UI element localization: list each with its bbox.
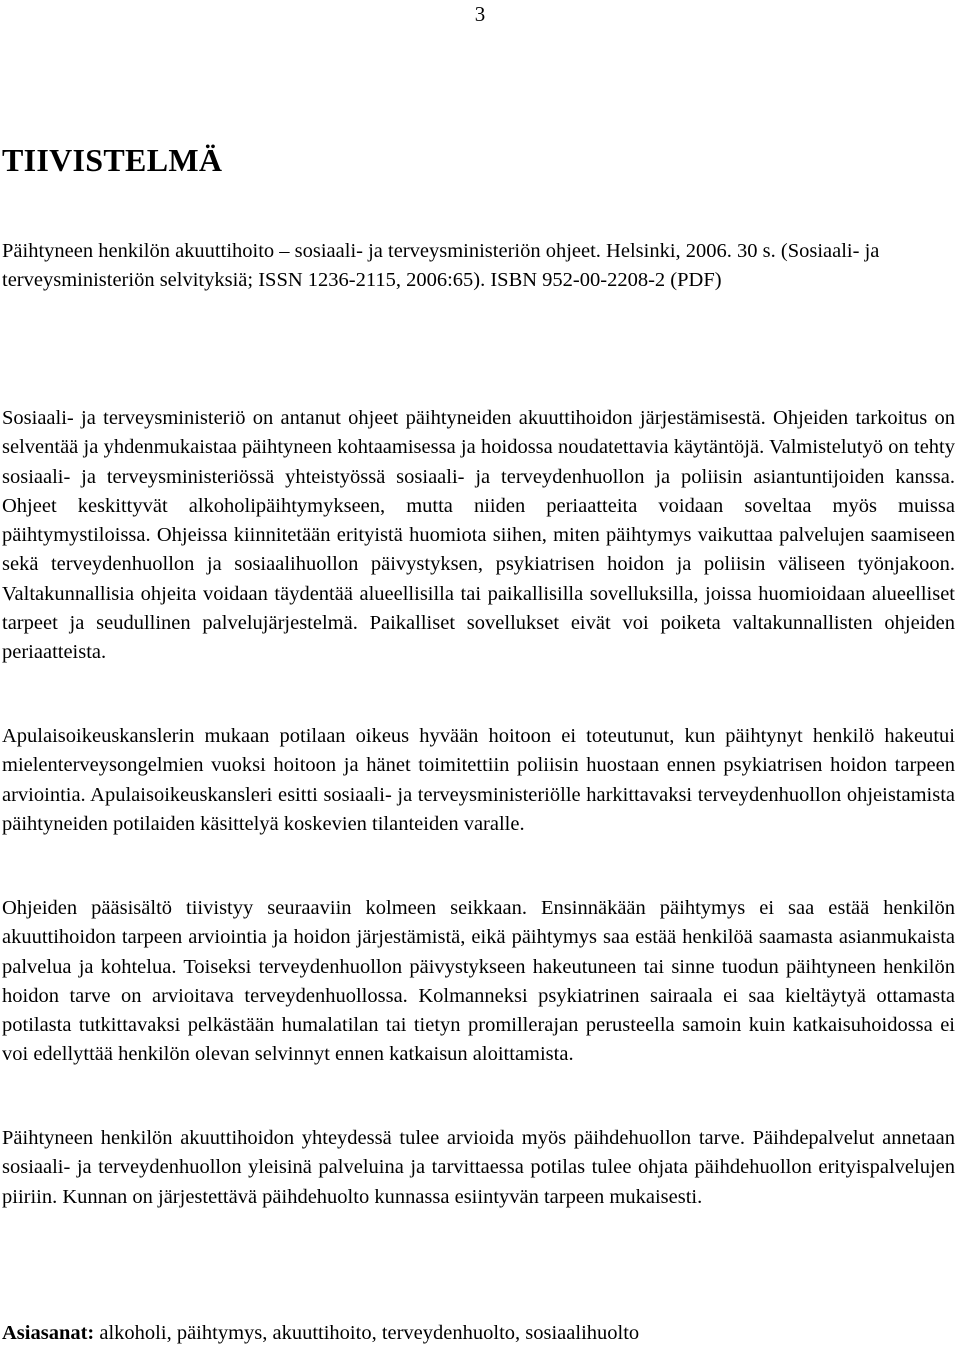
bibliographic-citation: Päihtyneen henkilön akuuttihoito – sosiaali- ja terveysministeriön ohjeet. Helsinki, 2006. 30 s. (Sosiaali- ja terveysministeriön selvityksiä; ISSN 1236-2115, 2006:65). ISBN 952-00-2208-2 (PDF) — [2, 240, 880, 292]
abstract-paragraph-4: Päihtyneen henkilön akuuttihoidon yhteydessä tulee arvioida myös päihdehuollon tarve. Päihdepalvelut annetaan sosiaali- ja terveydenhuollon yleisinä palveluina ja tarvittaessa potilas tulee ohjata päihdehuollon erityispalvelujen piiriin. Kunnan on järjestettävä päihdehuolto kunnassa esiintyvän tarpeen mukaisesti. — [2, 1127, 955, 1208]
abstract-paragraph-3: Ohjeiden pääsisältö tiivistyy seuraaviin kolmeen seikkaan. Ensinnäkään päihtymys ei saa estää henkilön akuuttihoidon tarpeen arviointia ja hoidon järjestämistä, eikä päihtymys saa estää henkilöä saamasta asianmukaista palvelua ja kohtelua. Toiseksi terveydenhuollon päivystykseen hakeutuneen tai sinne tuodun päihtyneen henkilön hoidon tarve on arvioitava terveydenhuollossa. Kolmanneksi psykiatrinen sairaala ei saa kieltäytyä ottamasta potilasta tutkittavaksi pelkästään humalatilan tai tietyn promillerajan perusteella samoin kuin katkaisuhoidossa ei voi edellyttää henkilön olevan selvinnyt ennen katkaisun aloittamista. — [2, 897, 955, 1066]
keywords-label: Asiasanat: — [2, 1322, 95, 1344]
abstract-paragraph-1: Sosiaali- ja terveysministeriö on antanut ohjeet päihtyneiden akuuttihoidon järjestämisestä. Ohjeiden tarkoitus on selventää ja yhdenmukaistaa päihtyneen kohtaamisessa ja hoidossa noudatettavia käytäntöjä. Valmistelutyö on tehty sosiaali- ja terveysministeriössä yhteistyössä sosiaali- ja terveydenhuollon ja poliisin asiantuntijoiden kanssa. Ohjeet keskittyvät alkoholipäihtymykseen, mutta niiden periaatteita voidaan soveltaa myös muissa päihtymystiloissa. Ohjeissa kiinnitetään erityistä huomiota siihen, miten päihtymys vaikuttaa palvelujen saamiseen sekä terveydenhuollon ja sosiaalihuollon päivystyksen, psykiatrisen hoidon ja poliisin väliseen työnjakoon. Valtakunnallisia ohjeita voidaan täydentää alueellisilla tai paikallisilla sovelluksilla, joissa huomioidaan alueelliset tarpeet ja seudullinen palvelujärjestelmä. Paikalliset sovellukset eivät voi poiketa valtakunnallisten ohjeiden periaatteista. — [2, 407, 955, 664]
page-title: TIIVISTELMÄ — [2, 142, 223, 178]
keywords-line — [2, 1319, 639, 1348]
abstract-paragraph-2: Apulaisoikeuskanslerin mukaan potilaan oikeus hyvään hoitoon ei toteutunut, kun päihtynyt henkilö hakeutui mielenterveysongelmien vuoksi hoitoon ja hänet toimitettiin poliisin huostaan ennen psykiatrisen hoidon tarpeen arviointia. Apulaisoikeuskansleri esitti sosiaali- ja terveysministeriölle harkittavaksi terveydenhuollon ohjeistamista päihtyneiden potilaiden käsittelyä koskevien tilanteiden varalle. — [2, 725, 955, 835]
page-number: 3 — [474, 2, 486, 26]
keywords-list: alkoholi, päihtymys, akuuttihoito, terveydenhuolto, sosiaalihuolto — [94, 1322, 640, 1344]
